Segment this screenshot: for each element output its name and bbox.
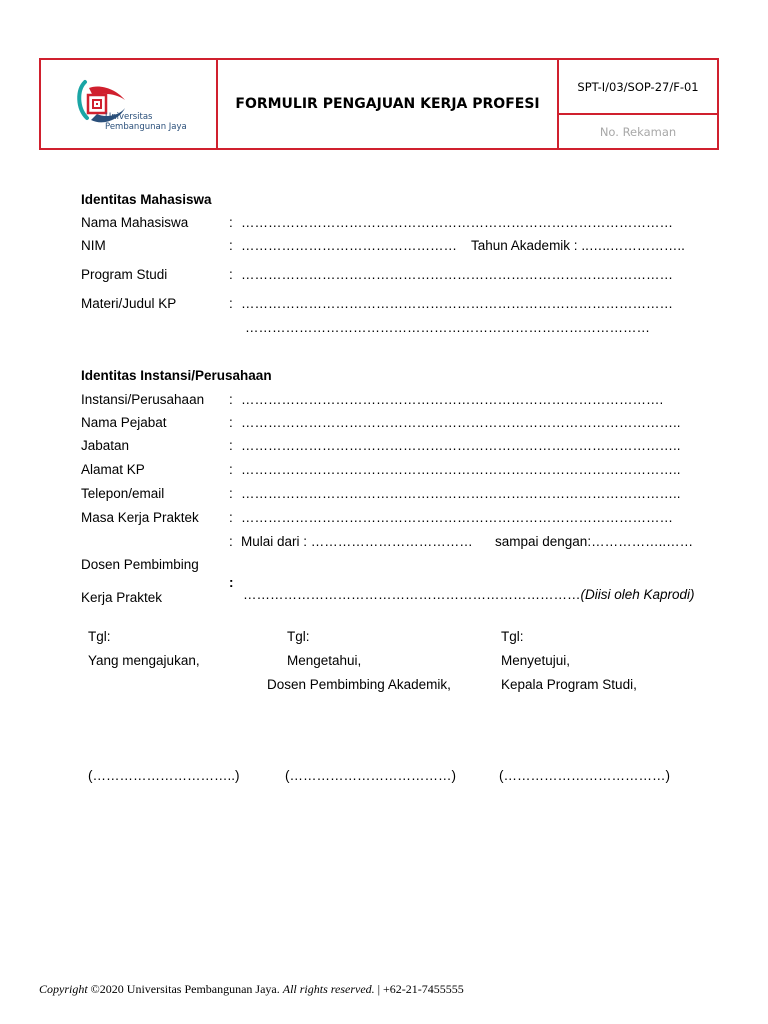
end-date-field[interactable]: sampai dengan:……………..…… [495,534,694,549]
colon: : [229,575,234,590]
address-field[interactable]: …………………………………………………………………………………….. [241,462,681,477]
signature-date-label: Tgl: [287,629,310,644]
official-field[interactable]: …………………………………………………………………………………….. [241,415,681,430]
colon: : [229,296,233,311]
topic-label: Materi/Judul KP [81,296,177,311]
colon: : [229,415,233,430]
contact-text: | +62-21-7455555 [374,982,464,996]
colon: : [229,238,233,253]
document-code: SPT-I/03/SOP-27/F-01 [559,60,717,115]
applicant-signature-line[interactable]: (…………………………..) [88,768,240,783]
colon: : [229,462,233,477]
program-field[interactable]: …………………………………………………………………………………… [241,267,673,282]
colon: : [229,438,233,453]
position-field[interactable]: …………………………………………………………………………………….. [241,438,681,453]
logo-wordmark [105,112,187,132]
topic-field-continued[interactable]: ……………………………………………………………………………… [245,320,650,335]
period-label: Masa Kerja Praktek [81,510,199,525]
rights-text: All rights reserved. [282,982,375,996]
advisor-signature-line[interactable]: (………………………………) [285,768,456,783]
head-title: Kepala Program Studi, [501,677,637,692]
academic-year-field[interactable]: Tahun Akademik : ..…..…………….. [471,238,685,253]
logo-line-1: Universitas [105,112,153,122]
student-name-field[interactable]: …………………………………………………………………………………… [241,215,673,230]
applicant-role: Yang mengajukan, [88,653,200,668]
colon: : [229,510,233,525]
signature-date-label: Tgl: [88,629,111,644]
colon: : [229,486,233,501]
advisor-role: Mengetahui, [287,653,362,668]
copyright-word: Copyright [39,982,88,996]
nim-label: NIM [81,238,106,253]
advisor-title: Dosen Pembimbing Akademik, [267,677,451,692]
form-title: FORMULIR PENGAJUAN KERJA PROFESI [218,60,559,148]
colon: : [229,534,233,549]
official-label: Nama Pejabat [81,415,167,430]
period-field[interactable]: …………………………………………………………………………………… [241,510,673,525]
company-section-heading: Identitas Instansi/Perusahaan [81,368,272,383]
start-date-field[interactable]: Mulai dari : ……………………………… [241,534,473,549]
copyright-text: ©2020 Universitas Pembangunan Jaya. [87,982,283,996]
topic-field[interactable]: …………………………………………………………………………………… [241,296,673,311]
record-number-field[interactable]: No. Rekaman [599,124,677,139]
signature-date-label: Tgl: [501,629,524,644]
student-section-heading: Identitas Mahasiswa [81,192,212,207]
supervisor-dots: ………………………………………………………………… [243,587,581,602]
colon: : [229,215,233,230]
head-role: Menyetujui, [501,653,571,668]
copyright-footer [39,982,464,997]
supervisor-label-line2: Kerja Praktek [81,590,163,605]
logo-line-2: Pembangunan Jaya [105,122,187,132]
phone-label: Telepon/email [81,486,165,501]
program-label: Program Studi [81,267,168,282]
address-label: Alamat KP [81,462,145,477]
student-name-label: Nama Mahasiswa [81,215,189,230]
supervisor-label-line1: Dosen Pembimbing [81,557,199,572]
phone-field[interactable]: …………………………………………………………………………………….. [241,486,681,501]
logo-cell [41,60,218,148]
company-field[interactable]: …………………………………………………………………………………. [241,392,664,407]
company-label: Instansi/Perusahaan [81,392,205,407]
supervisor-field[interactable] [243,587,695,603]
colon: : [229,392,233,407]
head-signature-line[interactable]: (………………………………) [499,768,670,783]
nim-field[interactable]: ………………………………………… [241,238,457,253]
supervisor-note: (Diisi oleh Kaprodi) [580,587,695,602]
colon: : [229,267,233,282]
position-label: Jabatan [81,438,130,453]
form-header-table [39,58,719,150]
